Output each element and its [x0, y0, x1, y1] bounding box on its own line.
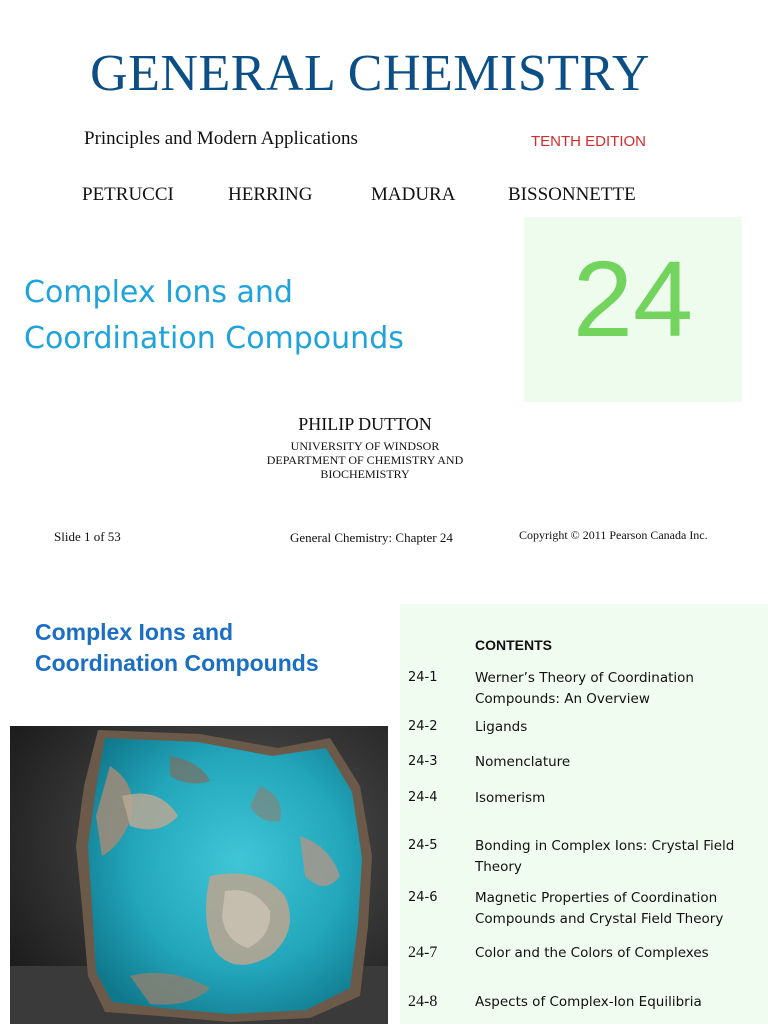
author-name: PETRUCCI: [82, 184, 174, 205]
slide2-title: [35, 617, 319, 679]
author-name: BISSONNETTE: [508, 184, 636, 205]
book-subtitle: Principles and Modern Applications: [84, 128, 358, 149]
edition-label: TENTH EDITION: [531, 133, 646, 150]
slide2-title-line: Complex Ions and: [35, 619, 234, 645]
contents-item-number: 24-8: [408, 993, 438, 1010]
affiliation-line: BIOCHEMISTRY: [320, 467, 410, 481]
presenter-name: PHILIP DUTTON: [298, 414, 432, 434]
contents-item-title: Isomerism: [475, 790, 546, 806]
slide2-title-line: Coordination Compounds: [35, 650, 319, 676]
contents-item-title: Werner’s Theory of Coordination Compounds: An Overview: [475, 670, 694, 707]
copyright-notice: Copyright © 2011 Pearson Canada Inc.: [519, 528, 708, 542]
author-name: HERRING: [228, 184, 313, 205]
book-title: GENERAL CHEMISTRY: [90, 45, 650, 102]
contents-item-title: Aspects of Complex-Ion Equilibria: [475, 994, 702, 1010]
slide-number: Slide 1 of 53: [54, 529, 121, 544]
affiliation-line: DEPARTMENT OF CHEMISTRY AND: [266, 453, 464, 467]
contents-item-number: 24-4: [408, 790, 438, 805]
contents-item-number: 24-1: [408, 670, 438, 685]
turquoise-mineral-photo: [10, 726, 388, 1024]
presenter-affiliation: [250, 439, 480, 481]
contents-item-number: 24-3: [408, 754, 438, 769]
contents-heading: CONTENTS: [475, 637, 552, 653]
chapter-title-line: Coordination Compounds: [24, 321, 404, 356]
contents-item-title: Nomenclature: [475, 754, 571, 770]
contents-item-title: Ligands: [475, 719, 528, 735]
contents-item-title: Bonding in Complex Ions: Crystal Field Theory: [475, 838, 735, 875]
affiliation-line: UNIVERSITY OF WINDSOR: [290, 439, 440, 453]
chapter-number: 24: [572, 238, 694, 359]
contents-item-number: 24-7: [408, 944, 438, 961]
contents-item-title: Color and the Colors of Complexes: [475, 945, 709, 961]
contents-item-number: 24-5: [408, 838, 438, 853]
contents-item-number: 24-2: [408, 719, 438, 734]
contents-item-title: Magnetic Properties of Coordination Compounds and Crystal Field Theory: [475, 890, 724, 927]
chapter-title-line: Complex Ions and: [24, 275, 293, 310]
author-name: MADURA: [371, 184, 456, 205]
footer-chapter: General Chemistry: Chapter 24: [290, 530, 453, 545]
contents-item-number: 24-6: [408, 890, 438, 905]
chapter-title: [24, 270, 404, 362]
